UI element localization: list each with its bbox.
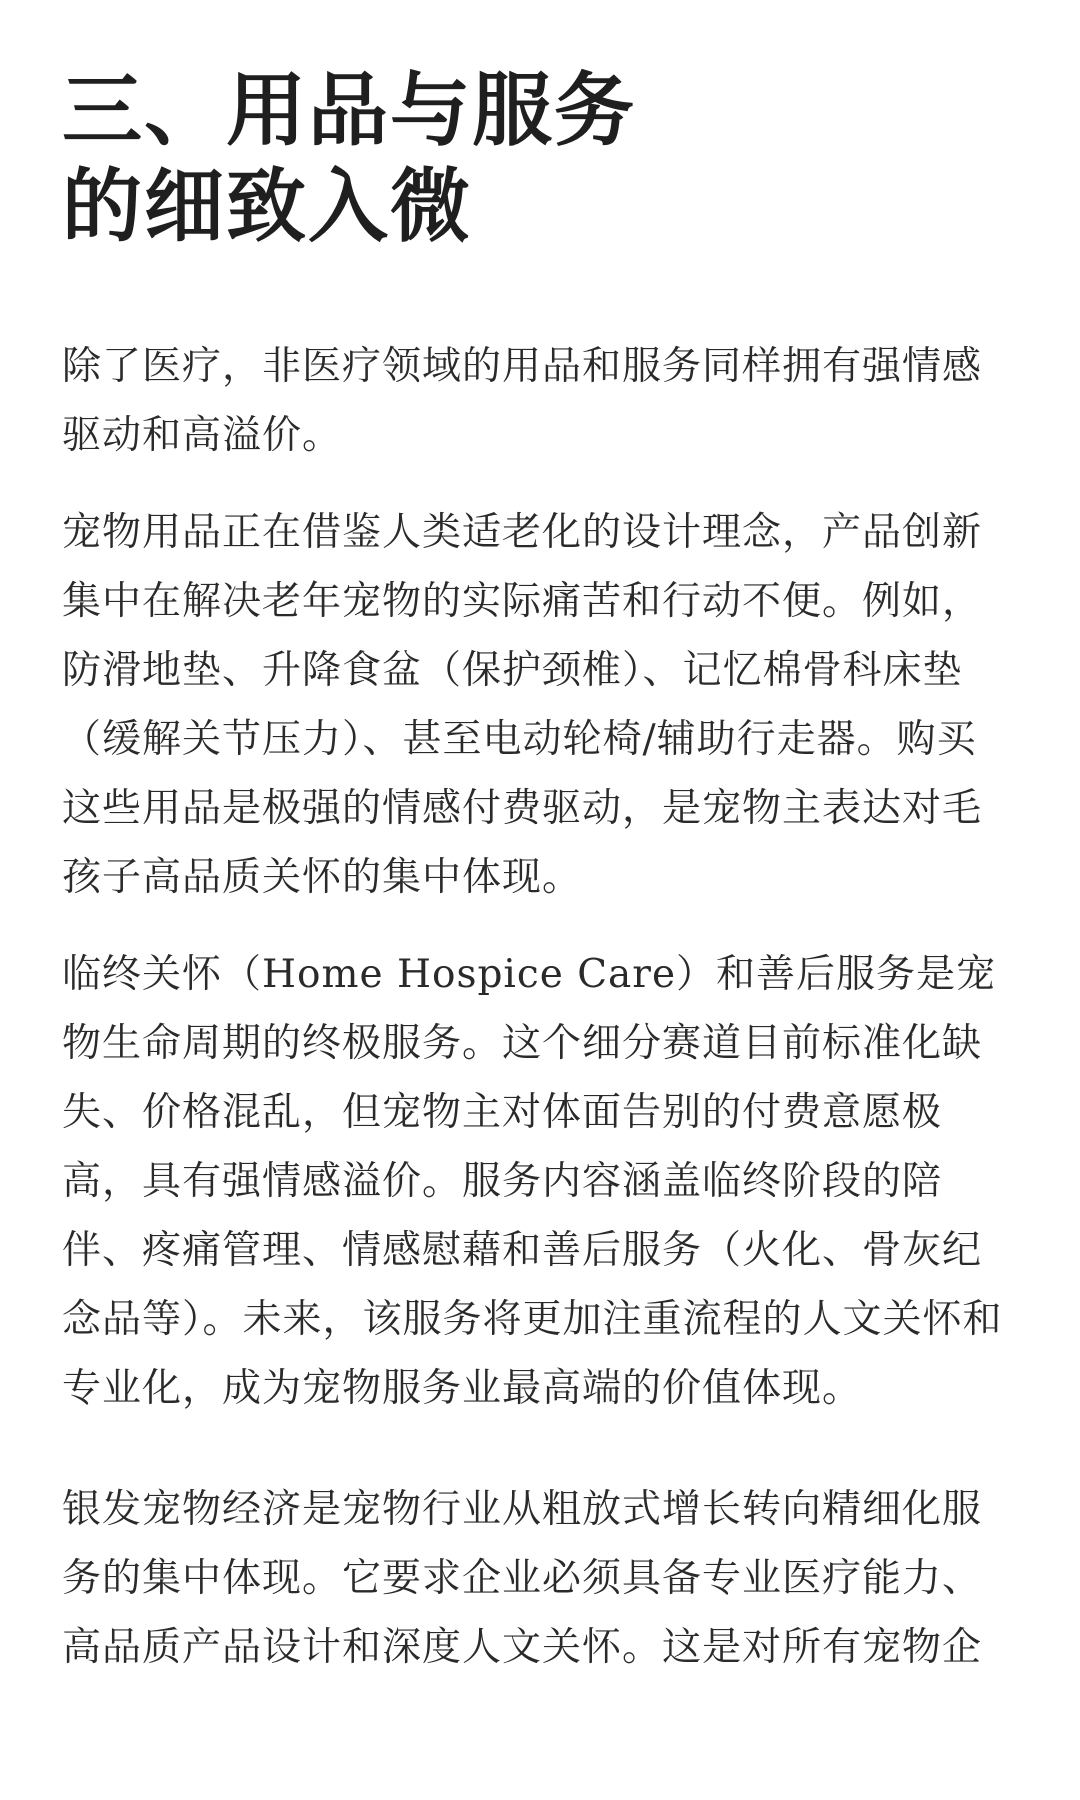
paragraph-line: 专业化，成为宠物服务业最高端的价值体现。 xyxy=(62,1366,863,1411)
paragraph-line: 孩子高品质关怀的集中体现。 xyxy=(62,855,583,900)
paragraph-line: 伴、疼痛管理、情感慰藉和善后服务（火化、骨灰纪 xyxy=(62,1228,983,1273)
paragraph-line: 高，具有强情感溢价。服务内容涵盖临终阶段的陪 xyxy=(62,1159,943,1204)
paragraph-line: 银发宠物经济是宠物行业从粗放式增长转向精细化服 xyxy=(62,1487,983,1532)
paragraph-line: 物生命周期的终极服务。这个细分赛道目前标准化缺 xyxy=(62,1021,983,1066)
paragraph-line: 驱动和高溢价。 xyxy=(62,413,343,458)
title-line-1: 三、用品与服务 xyxy=(62,63,636,157)
paragraph-line: （缓解关节压力）、甚至电动轮椅/辅助行走器。购买 xyxy=(62,717,977,762)
paragraph-line: 宠物用品正在借鉴人类适老化的设计理念，产品创新 xyxy=(62,510,983,555)
article xyxy=(62,62,1022,1682)
title-line-2: 的细致入微 xyxy=(62,159,472,253)
paragraph-pet-products xyxy=(62,498,1022,912)
paragraph-non-medical xyxy=(62,332,1022,470)
paragraph-line: 务的集中体现。它要求企业必须具备专业医疗能力、 xyxy=(62,1556,983,1601)
paragraph-silver-economy xyxy=(62,1475,1022,1682)
paragraph-line: 高品质产品设计和深度人文关怀。这是对所有宠物企 xyxy=(62,1625,983,1670)
section-title xyxy=(62,62,1022,254)
paragraph-line: 除了医疗，非医疗领域的用品和服务同样拥有强情感 xyxy=(62,344,983,389)
paragraph-line: 集中在解决老年宠物的实际痛苦和行动不便。例如， xyxy=(62,579,983,624)
paragraph-line: 这些用品是极强的情感付费驱动，是宠物主表达对毛 xyxy=(62,786,983,831)
paragraph-hospice-care xyxy=(62,940,1022,1423)
paragraph-line: 失、价格混乱，但宠物主对体面告别的付费意愿极 xyxy=(62,1090,943,1135)
paragraph-line: 念品等）。未来，该服务将更加注重流程的人文关怀和 xyxy=(62,1297,1003,1342)
paragraph-line: 临终关怀（Home Hospice Care）和善后服务是宠 xyxy=(62,952,997,997)
paragraph-line: 防滑地垫、升降食盆（保护颈椎）、记忆棉骨科床垫 xyxy=(62,648,963,693)
